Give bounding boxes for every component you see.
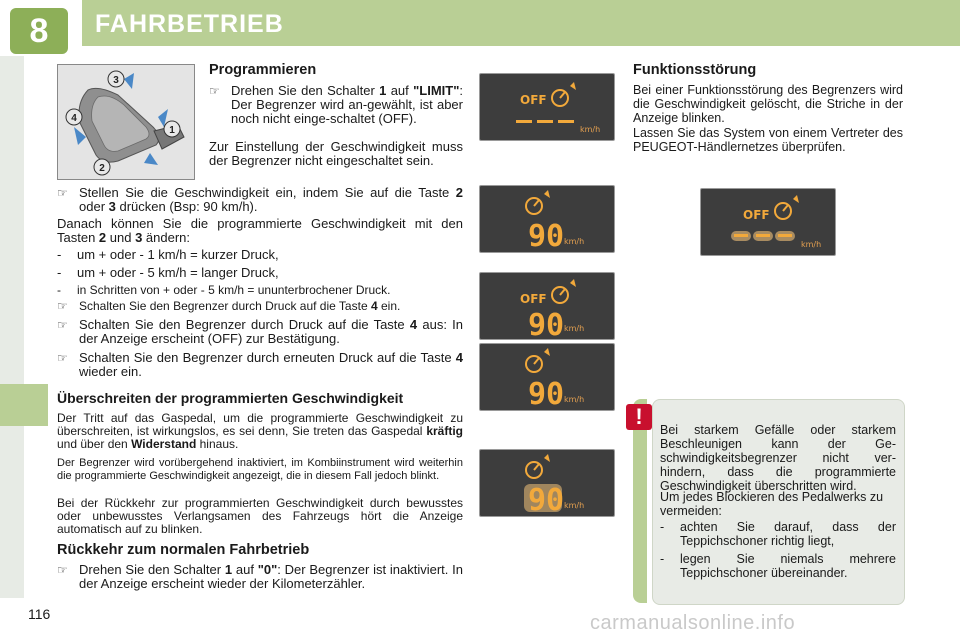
svg-text:km/h: km/h bbox=[564, 501, 585, 510]
fault-check-text: Lassen Sie das System von einem Vertreter des PEUGEOT-Händlernetzes überprüfen. bbox=[633, 126, 903, 154]
svg-text:km/h: km/h bbox=[564, 324, 585, 333]
speedometer-icon bbox=[775, 195, 799, 219]
svg-text:OFF: OFF bbox=[520, 292, 547, 306]
bullet-icon: ☞ bbox=[209, 84, 220, 98]
svg-text:4: 4 bbox=[71, 113, 77, 124]
callout-2 bbox=[94, 159, 110, 175]
speedometer-icon bbox=[526, 348, 550, 372]
svg-text:1: 1 bbox=[169, 125, 175, 136]
return-speed-text: Bei der Rückkehr zur programmierten Geschwindigkeit durch bewusstes oder unbewusstes Verlangsamen des Fahrzeugs hört die Anzeige automatisch auf zu blinken. bbox=[57, 496, 463, 536]
override-inactive-text: Der Begrenzer wird vorübergehend inaktiviert, im Kombiinstrument wird weiterhin die programmierte Geschwindigkeit angezeigt, die in diesem Fall jedoch blinkt. bbox=[57, 457, 463, 482]
svg-text:km/h: km/h bbox=[801, 240, 822, 249]
return-step: ☞ Drehen Sie den Schalter 1 auf "0": Der Begrenzer ist inaktiviert. In der Anzeige erscheint wieder der Kilometerzähler. bbox=[57, 562, 463, 591]
display-off-dashes bbox=[479, 73, 615, 141]
step-2: ☞ Stellen Sie die Geschwindigkeit ein, indem Sie auf die Taste 2 oder 3 drücken (Bsp: 90 km/h). bbox=[57, 185, 463, 214]
bullet-icon: ☞ bbox=[57, 318, 68, 332]
callout-4 bbox=[66, 109, 82, 125]
fault-text: Bei einer Funktionsstörung des Begrenzers wird die Geschwindigkeit gelöscht, die Striche in der Anzeige blinken. bbox=[633, 83, 903, 125]
adjust-list: - um + oder - 1 km/h = kurzer Druck, - um + oder - 5 km/h = langer Druck, - in Schritten von + oder - 5 km/h = ununterbrochener Druck. bbox=[57, 247, 391, 297]
adjust-intro: Danach können Sie die programmierte Geschwindigkeit mit den Tasten 2 und 3 ändern: bbox=[57, 216, 463, 245]
svg-text:OFF: OFF bbox=[743, 208, 770, 222]
side-strip-lower bbox=[0, 426, 24, 598]
speedometer-icon bbox=[552, 279, 576, 303]
display-90-blinking bbox=[479, 449, 615, 517]
svg-text:OFF: OFF bbox=[520, 93, 547, 107]
svg-text:90: 90 bbox=[528, 219, 565, 252]
chapter-number: 8 bbox=[10, 8, 68, 54]
display-off-90 bbox=[479, 272, 615, 340]
step-1: ☞ Drehen Sie den Schalter 1 auf "LIMIT": Der Begrenzer wird an-gewählt, ist aber noch nicht einge-schaltet (OFF). bbox=[209, 83, 463, 126]
speedometer-icon bbox=[552, 82, 576, 106]
heading-rueckkehr: Rückkehr zum normalen Fahrbetrieb bbox=[57, 542, 310, 558]
heading-programmieren: Programmieren bbox=[209, 62, 317, 78]
step-5: ☞ Schalten Sie den Begrenzer durch erneuten Druck auf die Taste 4 wieder ein. bbox=[57, 350, 463, 379]
step-4: ☞ Schalten Sie den Begrenzer durch Druck auf die Taste 4 aus: In der Anzeige erscheint (OFF) zur Bestätigung. bbox=[57, 317, 464, 346]
svg-text:90: 90 bbox=[528, 308, 565, 339]
warning-text: Bei starkem Gefälle oder starkem Beschleunigen kann der Ge-schwindigkeitsbegrenzer nicht ver-hindern, dass die programmierte Geschwindigkeit überschritten wird. bbox=[660, 423, 896, 493]
step-3: ☞ Schalten Sie den Begrenzer durch Druck auf die Taste 4 ein. bbox=[57, 299, 401, 313]
stalk-illustration bbox=[57, 64, 195, 180]
note-setting: Zur Einstellung der Geschwindigkeit muss der Begrenzer nicht eingeschaltet sein. bbox=[209, 139, 463, 168]
display-fault bbox=[700, 188, 836, 256]
side-strip bbox=[0, 56, 24, 384]
svg-text:km/h: km/h bbox=[564, 395, 585, 404]
warning-icon: ! bbox=[626, 404, 652, 430]
svg-text:km/h: km/h bbox=[564, 237, 585, 246]
page-number: 116 bbox=[28, 606, 51, 622]
svg-text:km/h: km/h bbox=[580, 125, 601, 134]
callout-1 bbox=[164, 121, 180, 137]
warning-list: - achten Sie darauf, dass der Teppichschoner richtig liegt, - legen Sie niemals mehrere Teppichschoner übereinander. bbox=[660, 520, 896, 580]
speedometer-icon bbox=[526, 454, 550, 478]
display-90 bbox=[479, 185, 615, 253]
page-title: FAHRBETRIEB bbox=[95, 10, 284, 38]
heading-ueberschreiten: Überschreiten der programmierten Geschwindigkeit bbox=[57, 390, 404, 406]
bullet-icon: ☞ bbox=[57, 351, 68, 365]
side-tab bbox=[0, 384, 48, 426]
svg-text:3: 3 bbox=[113, 75, 119, 86]
speedometer-icon bbox=[526, 190, 550, 214]
display-90-on bbox=[479, 343, 615, 411]
bullet-icon: ☞ bbox=[57, 563, 68, 577]
watermark: carmanualsonline.info bbox=[590, 612, 796, 634]
callout-3 bbox=[108, 71, 124, 87]
svg-text:2: 2 bbox=[99, 163, 105, 174]
bullet-icon: ☞ bbox=[57, 299, 68, 313]
heading-funktionsstoerung: Funktionsstörung bbox=[633, 62, 757, 78]
warning-intro: Um jedes Blockieren des Pedalwerks zu vermeiden: bbox=[660, 490, 884, 518]
override-text: Der Tritt auf das Gaspedal, um die programmierte Geschwindigkeit zu überschreiten, ist wirkungslos, es sei denn, Sie treten das Gaspedal kräftig und über den Widerstand hinaus. bbox=[57, 411, 463, 451]
svg-text:90: 90 bbox=[528, 377, 565, 410]
svg-text:90: 90 bbox=[528, 483, 565, 516]
stalk-drawing bbox=[58, 65, 194, 179]
bullet-icon: ☞ bbox=[57, 186, 68, 200]
